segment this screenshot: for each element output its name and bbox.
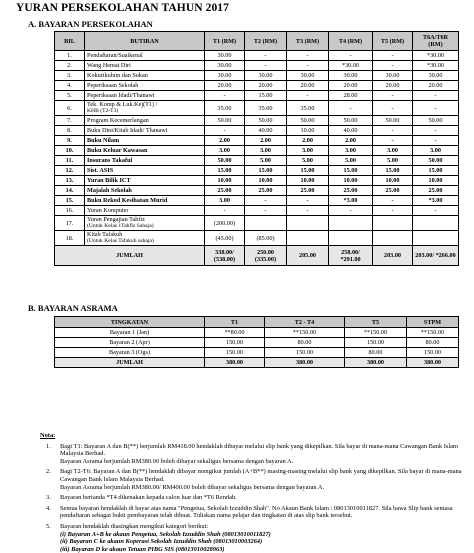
item-description — [85, 51, 205, 61]
fee-cell: 40.00 — [245, 126, 287, 136]
table-row — [55, 186, 459, 196]
fee-cell: 50.00 — [373, 116, 413, 126]
fee-cell: 5.00 — [329, 156, 373, 166]
fee-cell — [413, 231, 459, 246]
item-label: Kokurikulum dan Sukan — [87, 72, 148, 79]
installment-label: Bayaran 3 (Ogs) — [55, 348, 205, 358]
item-description — [85, 166, 205, 176]
row-number: 4. — [55, 81, 85, 91]
fee-cell: **150.00 — [265, 328, 345, 338]
col-header: STPM — [407, 317, 459, 328]
col-header: TINGKATAN — [55, 317, 205, 328]
fee-cell: 3.00 — [329, 146, 373, 156]
fee-cell: 30.00 — [205, 51, 245, 61]
item-label: Majalah Sekolah — [87, 187, 132, 194]
item-label: Buku Keluar Kawasan — [87, 147, 148, 154]
table-row — [55, 166, 459, 176]
item-description — [85, 81, 205, 91]
fee-cell: 30.00 — [205, 71, 245, 81]
fee-cell — [329, 231, 373, 246]
fee-cell: 20.00 — [287, 81, 329, 91]
table-row — [55, 61, 459, 71]
fee-cell: *3.00 — [329, 196, 373, 206]
row-number: 12. — [55, 166, 85, 176]
fee-cell: - — [373, 61, 413, 71]
table-row — [55, 91, 459, 101]
item-description — [85, 176, 205, 186]
col-header: T5 (RM) — [373, 32, 413, 51]
row-number: 18. — [55, 231, 85, 246]
item-description — [85, 126, 205, 136]
item-label: Yuran Komputer — [87, 207, 129, 214]
item-label: Buku Dini/Kitab Idadi/ Thanawi — [87, 127, 168, 134]
table-header-row — [55, 317, 459, 328]
fee-cell: 5.00 — [245, 156, 287, 166]
item-description — [85, 156, 205, 166]
fee-cell: - — [245, 206, 287, 216]
fee-cell: - — [287, 91, 329, 101]
total-row — [55, 358, 459, 368]
fee-cell: - — [373, 51, 413, 61]
row-number: 8. — [55, 126, 85, 136]
item-label: Buku Nilam — [87, 137, 120, 144]
fee-cell: - — [373, 101, 413, 116]
fee-cell: 10.00 — [373, 176, 413, 186]
section-a-heading: A. BAYARAN PERSEKOLAHAN — [28, 19, 153, 29]
table-header-row — [55, 32, 459, 51]
fee-cell: *30.00 — [413, 61, 459, 71]
col-header: BUTIRAN — [85, 32, 205, 51]
fee-cell — [373, 231, 413, 246]
item-label: Pendaftaran/Suaikenal — [87, 52, 143, 59]
total-cell: 380.00 — [407, 358, 459, 368]
fee-cell: 80.00 — [345, 348, 407, 358]
fee-cell: - — [373, 126, 413, 136]
table-row — [55, 176, 459, 186]
fee-cell: 150.00 — [205, 348, 265, 358]
fee-cell: 15.00 — [413, 166, 459, 176]
total-label: JUMLAH — [55, 246, 205, 266]
table-row — [55, 101, 459, 116]
fee-cell: 50.00 — [205, 156, 245, 166]
fee-cell: (85.00) — [245, 231, 287, 246]
col-header: T6A/T6R (RM) — [413, 32, 459, 51]
row-number: 2. — [55, 61, 85, 71]
col-header: T2 (RM) — [245, 32, 287, 51]
fee-cell: 25.00 — [373, 186, 413, 196]
table-row — [55, 156, 459, 166]
fee-cell: **80.00 — [205, 328, 265, 338]
fee-cell: 25.00 — [287, 186, 329, 196]
item-description — [85, 216, 205, 231]
fee-cell: 50.00 — [413, 156, 459, 166]
fee-cell: - — [205, 126, 245, 136]
row-number: 5. — [55, 91, 85, 101]
notes-heading: Nota: — [40, 432, 56, 439]
col-header: T3 (RM) — [287, 32, 329, 51]
item-description — [85, 61, 205, 71]
item-label: Yuran Bilik ICT — [87, 177, 131, 184]
fee-cell: 15.00 — [373, 166, 413, 176]
item-description — [85, 231, 205, 246]
fee-cell: 80.00 — [265, 338, 345, 348]
fee-cell — [413, 216, 459, 231]
row-number: 9. — [55, 136, 85, 146]
fee-cell — [287, 231, 329, 246]
table-row — [55, 126, 459, 136]
table-row — [55, 231, 459, 246]
section-b-heading: B. BAYARAN ASRAMA — [28, 303, 118, 313]
hostel-fee-table — [54, 316, 459, 368]
fee-cell: 25.00 — [329, 186, 373, 196]
row-number: 16. — [55, 206, 85, 216]
fee-cell: 5.00 — [287, 156, 329, 166]
fee-cell: 5.00 — [373, 156, 413, 166]
item-label: Yuran Pengajian Tahfiz — [87, 216, 145, 223]
fee-cell: - — [287, 61, 329, 71]
fee-cell: 15.00 — [245, 91, 287, 101]
table-row — [55, 81, 459, 91]
fee-cell: 20.00 — [373, 81, 413, 91]
note-2: 2. Bagi T2-T6: Bayaran A dan B(**) hendaklah dibayar mengikut jumlah (A+B**) masing-masing melalui slip bank yang dikepilkan. Sila bayar di mana-mana Cawangan Bank Islam Malaysia Berhad. Bayaran Asrama berjumlah RM380.00/ RM400.00 boleh dibayar sekaligus bersama dengan bayaran A. — [46, 468, 462, 491]
fee-cell: 150.00 — [265, 348, 345, 358]
fee-cell: 15.00 — [245, 166, 287, 176]
table-row — [55, 338, 459, 348]
item-label: Buku Rekod Kesihatan Murid — [87, 197, 168, 204]
total-cell: 258.00/ *291.00 — [329, 246, 373, 266]
fee-cell: 50.00 — [413, 116, 459, 126]
fee-cell: 20.00 — [245, 81, 287, 91]
fee-cell: **150.00 — [407, 328, 459, 338]
row-number: 17. — [55, 216, 85, 231]
item-label: Kitab Tafakuh — [87, 231, 123, 238]
item-label: Insurans Takaful — [87, 157, 133, 164]
fee-cell: 150.00 — [345, 338, 407, 348]
fee-cell: 20.00 — [329, 81, 373, 91]
row-number: 11. — [55, 156, 85, 166]
item-description — [85, 71, 205, 81]
row-number: 1. — [55, 51, 85, 61]
total-cell: 203.00/ *266.00 — [413, 246, 459, 266]
installment-label: Bayaran 1 (Jan) — [55, 328, 205, 338]
fee-cell: 10.00 — [287, 126, 329, 136]
row-number: 14. — [55, 186, 85, 196]
fee-cell: 3.00 — [205, 146, 245, 156]
fee-cell — [373, 216, 413, 231]
note-4: 4. Semua bayaran hendaklah di bayar atas nama "Pengetua, Sekolah Izzuddin Shah". No Akaun Bank Islam : 08013010011827. Sila bawa Slip bank semasa pendaftaran sebagai bukti pembayaran telah dibuat. Tuliskan nama pelajar dan tingkatan di atas slip bank tersebut. — [46, 504, 453, 520]
table-row — [55, 136, 459, 146]
fee-cell: *3.00 — [413, 196, 459, 206]
fee-cell: (200.00) — [205, 216, 245, 231]
table-row — [55, 116, 459, 126]
installment-label: Bayaran 2 (Apr) — [55, 338, 205, 348]
fee-cell: 15.00 — [329, 166, 373, 176]
item-sublabel: KHB (T2-T3) — [87, 108, 119, 114]
fee-cell: 2.00 — [245, 136, 287, 146]
fee-cell: - — [413, 136, 459, 146]
fee-cell: 10.00 — [205, 176, 245, 186]
fee-cell: 10.00 — [329, 176, 373, 186]
table-row — [55, 348, 459, 358]
col-header: T1 — [205, 317, 265, 328]
total-cell: 205.00 — [287, 246, 329, 266]
note-5: 5. Bayaran hendaklah diasingkan mengikut kategori berikut: (i) Bayaran A+B ke akaun Pengetua, Sekolah Izzuddin Shah (08013010011827) (ii) Bayaran C ke akaun Koperasi Sekolah Izzuddin Shah (08013010003264) (iii) Bayaran D ke akaun Tetuan PIBG SIS (08013010028963) — [46, 522, 271, 553]
fee-cell: (45.00) — [205, 231, 245, 246]
table-row — [55, 196, 459, 206]
fee-cell: **150.00 — [345, 328, 407, 338]
fee-cell: - — [413, 126, 459, 136]
table-row — [55, 146, 459, 156]
col-header: T1 (RM) — [205, 32, 245, 51]
fee-cell: - — [373, 136, 413, 146]
fee-cell: 30.00 — [287, 71, 329, 81]
fee-cell: 35.00 — [287, 101, 329, 116]
item-description — [85, 206, 205, 216]
fee-cell: 30.00 — [373, 71, 413, 81]
total-cell: 380.00 — [345, 358, 407, 368]
fee-cell: 3.00 — [205, 196, 245, 206]
fee-cell: 40.00 — [329, 126, 373, 136]
fee-cell: 50.00 — [245, 116, 287, 126]
fee-cell — [287, 216, 329, 231]
col-header: T2 - T4 — [265, 317, 345, 328]
item-label: Wang Hemat Diri — [87, 62, 131, 69]
fee-cell: 3.00 — [245, 146, 287, 156]
fee-cell: 15.00 — [205, 166, 245, 176]
total-cell: 338.00/ (538.00) — [205, 246, 245, 266]
fee-cell: *30.00 — [413, 51, 459, 61]
fee-cell: - — [245, 196, 287, 206]
fee-cell: 30.00 — [329, 71, 373, 81]
item-label: Program Kecemerlangan — [87, 117, 149, 124]
fee-cell: 2.00 — [329, 136, 373, 146]
fee-cell: - — [373, 196, 413, 206]
fee-cell: 50.00 — [287, 116, 329, 126]
row-number: 13. — [55, 176, 85, 186]
fee-cell: 2.00 — [205, 136, 245, 146]
fee-cell: - — [413, 91, 459, 101]
item-description — [85, 116, 205, 126]
fee-cell: 20.00 — [205, 81, 245, 91]
fee-cell: 30.00 — [413, 71, 459, 81]
fee-cell: 30.00 — [205, 61, 245, 71]
col-header: T5 — [345, 317, 407, 328]
item-description — [85, 101, 205, 116]
total-row — [55, 246, 459, 266]
row-number: 7. — [55, 116, 85, 126]
fee-cell: 2.00 — [287, 136, 329, 146]
fee-cell: 150.00 — [205, 338, 265, 348]
table-row — [55, 216, 459, 231]
fee-cell: - — [329, 51, 373, 61]
fee-cell: 30.00 — [245, 71, 287, 81]
table-row — [55, 71, 459, 81]
fee-cell: - — [245, 51, 287, 61]
total-cell: 203.00 — [373, 246, 413, 266]
table-row — [55, 328, 459, 338]
item-label: Peperiksaan Idadi/Thanawi — [87, 92, 155, 99]
fee-cell: 15.00 — [287, 166, 329, 176]
fee-cell: - — [205, 91, 245, 101]
fee-cell — [329, 216, 373, 231]
fee-cell: *30.00 — [329, 61, 373, 71]
fee-cell: 10.00 — [413, 176, 459, 186]
notes-section — [40, 432, 470, 553]
fee-cell: 10.00 — [287, 176, 329, 186]
fee-cell: 3.00 — [373, 146, 413, 156]
fee-cell: - — [413, 206, 459, 216]
row-number: 10. — [55, 146, 85, 156]
table-row — [55, 206, 459, 216]
fee-cell: - — [373, 91, 413, 101]
fee-cell: 35.00 — [205, 101, 245, 116]
fee-cell: - — [413, 101, 459, 116]
item-description — [85, 136, 205, 146]
item-description — [85, 146, 205, 156]
fee-cell: 10.00 — [245, 176, 287, 186]
fee-cell: 35.00 — [245, 101, 287, 116]
item-description — [85, 91, 205, 101]
total-cell: 380.00 — [205, 358, 265, 368]
item-sublabel: (Untuk Kelas 1Tahfiz Sahaja) — [87, 223, 154, 229]
fee-cell: 25.00 — [205, 186, 245, 196]
row-number: 6. — [55, 101, 85, 116]
note-3: 3. Bayaran bertanda *T4 dikenakan kepada calon luar dan *T6 Rendah. — [46, 494, 237, 502]
fee-cell: 50.00 — [329, 116, 373, 126]
fee-cell: - — [373, 206, 413, 216]
item-label: Tek. Komp & Luk.Kej(T1) / — [87, 101, 158, 108]
fee-cell: 3.00 — [413, 146, 459, 156]
item-label: Sist. ASIS — [87, 167, 114, 174]
col-header: T4 (RM) — [329, 32, 373, 51]
total-label: JUMLAH — [55, 358, 205, 368]
fee-cell: - — [205, 206, 245, 216]
fee-cell: - — [287, 196, 329, 206]
col-header: BIL — [55, 32, 85, 51]
fee-cell: 25.00 — [245, 186, 287, 196]
note-1: 1. Bagi T1: Bayaran A dan B(**) berjumlah RM418.00 hendaklah dibayar melalui slip bank yang dikepilkan. Sila bayar di mana-mana Cawangan Bank Islam Malaysia Berhad. Bayaran Asrama berjumlah RM380.00 boleh dibayar sekaligus bersama dengan bayaran A. — [46, 442, 458, 465]
fee-cell: 50.00 — [205, 116, 245, 126]
table-row — [55, 51, 459, 61]
fee-cell: - — [287, 51, 329, 61]
fee-cell: - — [329, 101, 373, 116]
item-description — [85, 186, 205, 196]
fee-cell: - — [329, 206, 373, 216]
fee-cell: 28.00 — [329, 91, 373, 101]
row-number: 3. — [55, 71, 85, 81]
fee-cell: 25.00 — [413, 186, 459, 196]
fee-cell: 20.00 — [413, 81, 459, 91]
item-sublabel: (Untuk Kelas Tafakuh sahaja) — [87, 238, 154, 244]
school-fee-table — [54, 31, 459, 266]
fee-cell — [245, 216, 287, 231]
fee-cell: 150.00 — [407, 348, 459, 358]
item-label: Peperiksaan Sekolah — [87, 82, 139, 89]
page-title: YURAN PERSEKOLAHAN TAHUN 2017 — [16, 2, 230, 14]
total-cell: 380.00 — [265, 358, 345, 368]
item-description — [85, 196, 205, 206]
total-cell: 250.00 (335.00) — [245, 246, 287, 266]
fee-cell: 80.00 — [407, 338, 459, 348]
fee-cell: 3.00 — [287, 146, 329, 156]
fee-cell: - — [245, 61, 287, 71]
row-number: 15. — [55, 196, 85, 206]
fee-cell: - — [287, 206, 329, 216]
